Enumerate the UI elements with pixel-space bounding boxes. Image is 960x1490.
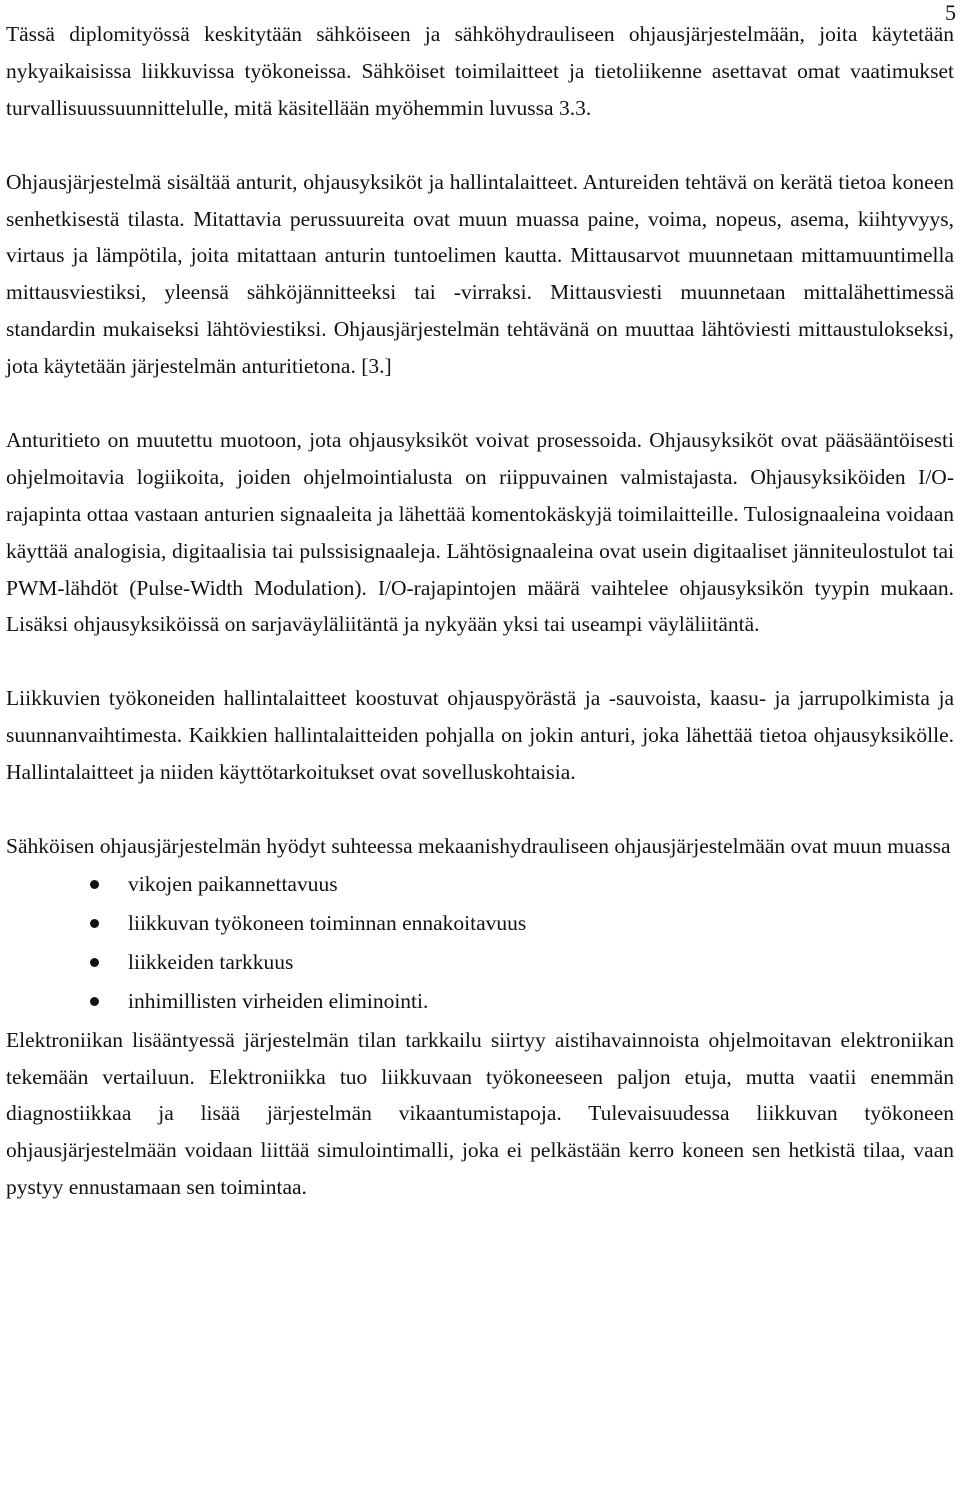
paragraph-benefits-intro: Sähköisen ohjausjärjestelmän hyödyt suhteessa mekaanishydrauliseen ohjausjärjestelmään ovat muun muassa [6, 833, 951, 858]
paragraph-control-devices: Liikkuvien työkoneiden hallintalaitteet koostuvat ohjauspyörästä ja -sauvoista, kaasu- ja jarrupolkimista ja suunnanvaihtimesta. Kaikkien hallintalaitteiden pohjalla on jokin anturi, joka lähettää tietoa ohjausyksikölle. Hallintalaitteet ja niiden käyttötarkoitukset ovat sovelluskohtaisia. [6, 686, 954, 785]
list-item-text: liikkuvan työkoneen toiminnan ennakoitavuus [128, 910, 527, 935]
bullet-icon [90, 880, 99, 889]
bullet-icon [90, 919, 99, 928]
list-item [6, 904, 954, 943]
bullet-icon [90, 958, 99, 967]
document-body [6, 16, 954, 1206]
benefits-list [6, 865, 954, 1022]
list-item [6, 865, 954, 904]
paragraph-sensor-data: Anturitieto on muutettu muotoon, jota ohjausyksiköt voivat prosessoida. Ohjausyksiköt ovat pääsääntöisesti ohjelmoitavia logiikoita, joiden ohjelmointialusta on riippuvainen valmistajasta. Ohjausyksiköiden I/O-rajapinta ottaa vastaan anturien signaaleita ja lähettää komentokäskyjä toimilaitteille. Tulosignaaleina voidaan käyttää analogisia, digitaalisia tai pulssisignaaleja. Lähtösignaaleina ovat usein digitaaliset jänniteulostulot tai PWM-lähdöt (Pulse-Width Modulation). I/O-rajapintojen määrä vaihtelee ohjausyksikön tyypin mukaan. Lisäksi ohjausyksiköissä on sarjaväyläliitäntä ja nykyään yksi tai useampi väyläliitäntä. [6, 427, 954, 637]
list-item [6, 982, 954, 1021]
bullet-icon [90, 997, 99, 1006]
paragraph-control-system: Ohjausjärjestelmä sisältää anturit, ohjausyksiköt ja hallintalaitteet. Antureiden tehtävä on kerätä tietoa koneen senhetkisestä tilasta. Mitattavia perussuureita ovat muun muassa paine, voima, nopeus, asema, kiihtyvyys, virtaus ja lämpötila, joita mitattaan anturin tuntoelimen kautta. Mittausarvot muunnetaan mittamuuntimella mittausviestiksi, yleensä sähköjännitteeksi tai -virraksi. Mittausviesti muunnetaan mittalähettimessä standardin mukaiseksi lähtöviestiksi. Ohjausjärjestelmän tehtävänä on muuttaa lähtöviesti mittaustulokseksi, jota käytetään järjestelmän anturitietona. [3.] [6, 169, 954, 379]
list-item-text: vikojen paikannettavuus [128, 871, 338, 896]
paragraph-closing: Elektroniikan lisääntyessä järjestelmän tilan tarkkailu siirtyy aistihavainnoista ohjelmoitavan elektroniikan tekemään vertailuun. Elektroniikka tuo liikkuvaan työkoneeseen paljon etuja, mutta vaatii enemmän diagnostiikkaa ja lisää järjestelmän vikaantumistapoja. Tulevaisuudessa liikkuvan työkoneen ohjausjärjestelmään voidaan liittää simulointimalli, joka ei pelkästään kerro koneen sen hetkistä tilaa, vaan pystyy ennustamaan sen toimintaa. [6, 1027, 954, 1200]
list-item [6, 943, 954, 982]
list-item-text: inhimillisten virheiden eliminointi. [128, 989, 429, 1014]
paragraph-intro: Tässä diplomityössä keskitytään sähköiseen ja sähköhydrauliseen ohjausjärjestelmään, joita käytetään nykyaikaisissa liikkuvissa työkoneissa. Sähköiset toimilaitteet ja tietoliikenne asettavat omat vaatimukset turvallisuussuunnittelulle, mitä käsitellään myöhemmin luvussa 3.3. [6, 22, 954, 120]
page-number: 5 [945, 0, 956, 25]
list-item-text: liikkeiden tarkkuus [128, 950, 294, 975]
